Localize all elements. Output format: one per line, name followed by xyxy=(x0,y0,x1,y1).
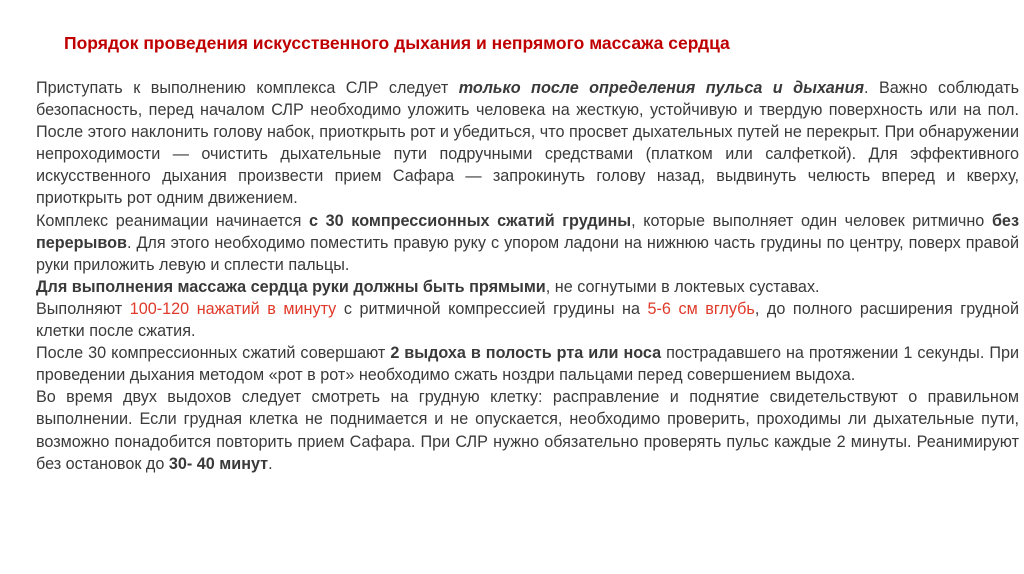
text-run: . Для этого необходимо поместить правую руку с упором ладони на нижнюю часть грудины по центру, поверх правой руки приложить левую и сплести пальцы. xyxy=(36,233,1019,274)
emphasis-two-breaths: 2 выдоха в полость рта или носа xyxy=(390,344,662,363)
emphasis-no-breaks: без перерывов xyxy=(36,211,1019,252)
paragraph-straight-arms xyxy=(36,276,1019,298)
paragraph-compressions xyxy=(36,210,1019,276)
highlight-depth: 5-6 см вглубь xyxy=(647,299,755,318)
emphasis-duration: 30- 40 минут xyxy=(168,454,269,473)
text-run: с ритмичной компрессией грудины на xyxy=(336,299,648,318)
text-run: , до полного расширения грудной клетки после сжатия. xyxy=(36,299,1019,341)
emphasis-straight-arms: Для выполнения массажа сердца руки должны быть прямыми xyxy=(36,277,546,296)
paragraph-monitoring xyxy=(36,386,1019,474)
text-run: . Важно соблюдать безопасность, перед началом СЛР необходимо уложить человека на жесткую, устойчивую и твердую поверхность или на пол. После этого наклонить голову набок, приоткрыть рот и убедиться, что просвет дыхательных путей не перекрыт. При обнаружении непроходимости — очистить дыхательные пути подручными средствами (платком или салфеткой). Для эффективного искусственного дыхания произвести прием Сафара — запрокинуть голову назад, выдвинуть челюсть вперед и кверху, приоткрыть рот одним движением. xyxy=(36,79,1019,208)
paragraph-rate-depth xyxy=(36,298,1019,342)
text-run: . xyxy=(268,454,273,473)
text-run: , не согнутыми в локтевых суставах. xyxy=(545,277,820,296)
slide-title: Порядок проведения искусственного дыхания и непрямого массажа сердца xyxy=(64,33,730,53)
emphasis-30-compressions: с 30 компрессионных сжатий грудины xyxy=(309,211,632,230)
paragraph-breaths xyxy=(36,342,1019,386)
paragraph-preparation xyxy=(36,77,1019,210)
text-run: После 30 компрессионных сжатий совершают xyxy=(36,344,391,363)
text-run: , которые выполняет один человек ритмично xyxy=(631,211,992,230)
text-run: Выполняют xyxy=(36,299,130,318)
text-run: пострадавшего на протяжении 1 секунды. При проведении дыхания методом «рот в рот» необходимо сжать ноздри пальцами перед совершением выдоха. xyxy=(36,344,1019,385)
highlight-rate: 100-120 нажатий в минуту xyxy=(129,299,337,318)
text-run: Приступать к выполнению комплекса СЛР следует xyxy=(36,79,459,97)
text-run: Во время двух выдохов следует смотреть на грудную клетку: расправление и поднятие свидетельствуют о правильном выполнении. Если грудная клетка не поднимается и не опускается, необходимо проверить, проходимы ли дыхательные пути, возможно понадобится повторить прием Сафара. При СЛР нужно обязательно проверять пульс каждые 2 минуты. Реанимируют без остановок до xyxy=(36,388,1019,473)
text-run: Комплекс реанимации начинается xyxy=(36,211,310,230)
slide-body xyxy=(36,77,1019,475)
emphasis-pulse-breathing: только после определения пульса и дыхания xyxy=(458,79,864,97)
